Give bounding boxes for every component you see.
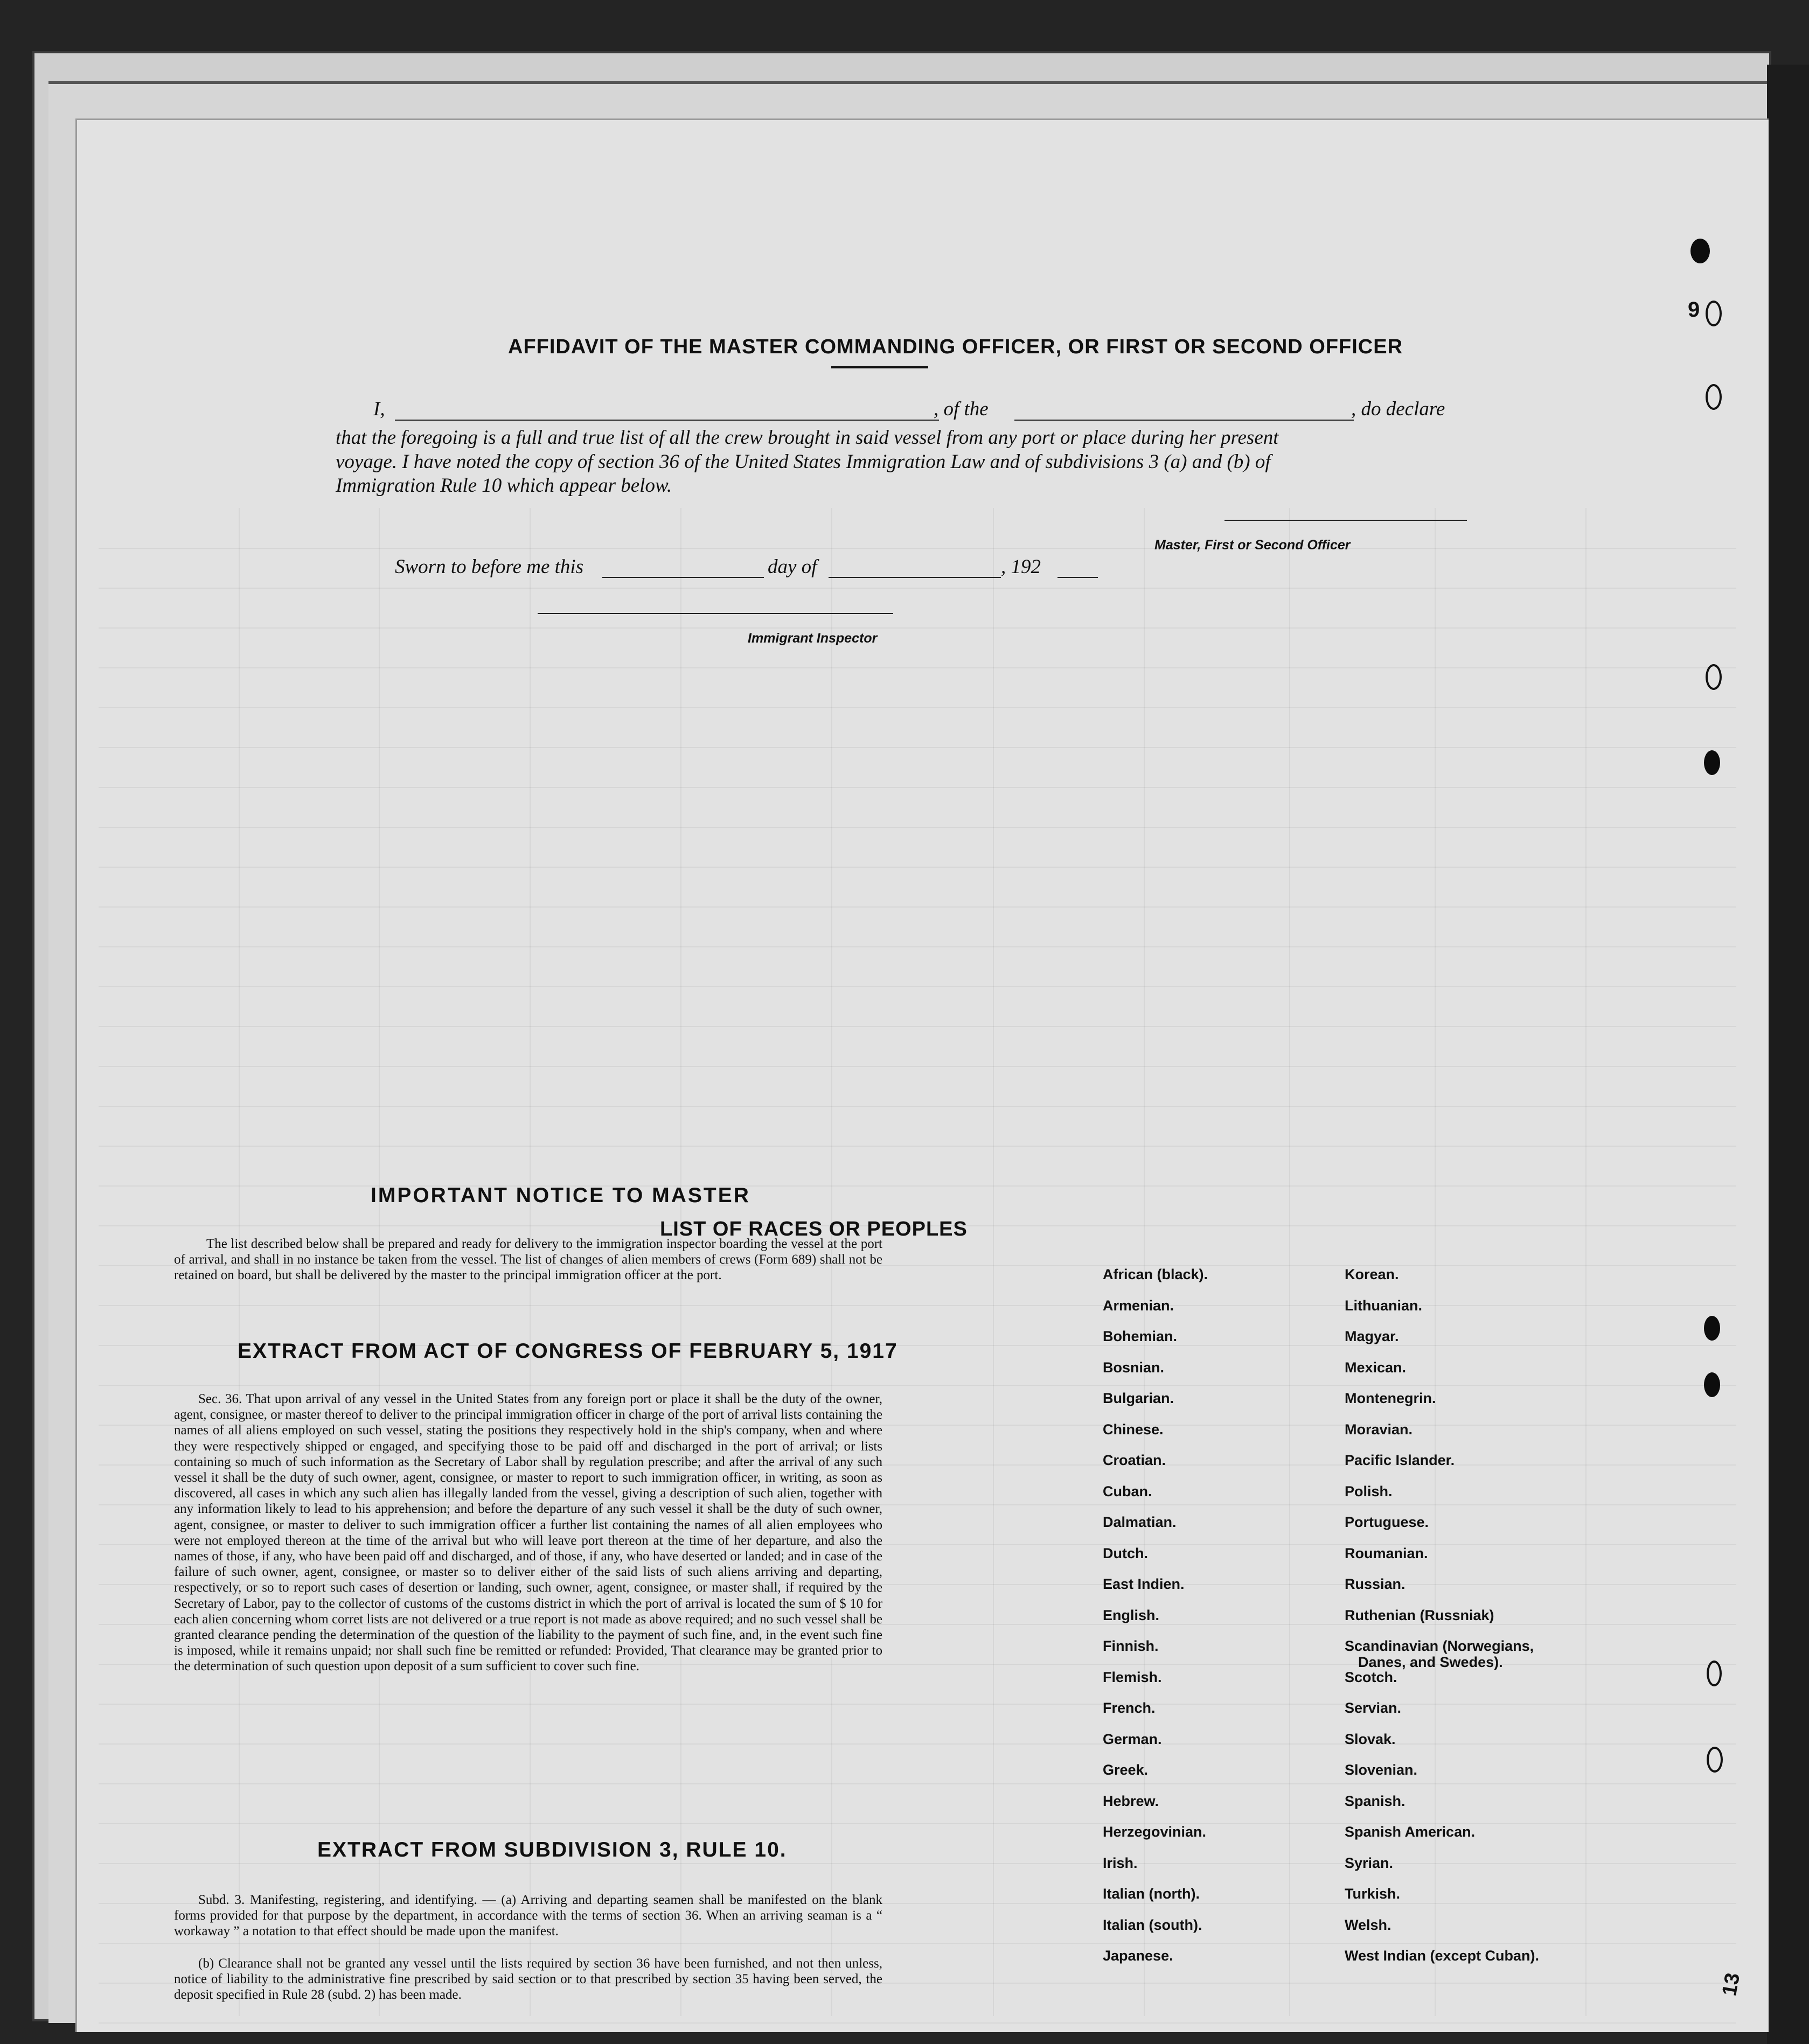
vessel-blank[interactable] <box>1014 420 1354 421</box>
bleed-through-column-line <box>1435 508 1436 2016</box>
affidavit-i-label: I, <box>373 398 385 420</box>
punch-hole <box>1707 1747 1723 1773</box>
sworn-year-blank[interactable] <box>1057 577 1098 578</box>
race-item: Polish. <box>1345 1483 1393 1499</box>
bleed-through-row <box>99 508 1736 549</box>
race-item: African (black). <box>1103 1266 1208 1282</box>
affidavit-line-4: Immigration Rule 10 which appear below. <box>336 475 672 497</box>
race-item: English. <box>1103 1607 1160 1623</box>
race-item: Japanese. <box>1103 1948 1173 1964</box>
bleed-through-row <box>99 1146 1736 1187</box>
bleed-through-column-line <box>1144 508 1145 2016</box>
punch-hole <box>1704 1316 1720 1341</box>
bleed-through-row <box>99 906 1736 947</box>
race-item: Irish. <box>1103 1854 1138 1871</box>
rule-title: EXTRACT FROM SUBDIVISION 3, RULE 10. <box>317 1838 787 1861</box>
race-item: Spanish American. <box>1345 1824 1476 1840</box>
punch-hole <box>1706 301 1722 326</box>
act-title: EXTRACT FROM ACT OF CONGRESS OF FEBRUARY 5, 1917 <box>238 1340 898 1363</box>
inspector-signature-line[interactable] <box>538 613 893 614</box>
race-item: Ruthenian (Russniak) <box>1345 1607 1494 1623</box>
race-item: Lithuanian. <box>1345 1297 1422 1314</box>
punch-hole <box>1706 384 1722 410</box>
day-of-label: day of <box>768 556 817 578</box>
race-item: Chinese. <box>1103 1421 1164 1438</box>
bleed-through-row <box>99 1066 1736 1107</box>
bleed-through-column-line <box>1289 508 1290 2016</box>
page-number-mark: 9 <box>1688 298 1700 322</box>
notice-title: IMPORTANT NOTICE TO MASTER <box>371 1184 750 1207</box>
race-item: Dalmatian. <box>1103 1514 1177 1530</box>
year-label: , 192 <box>1001 556 1041 578</box>
race-item: French. <box>1103 1700 1156 1716</box>
race-item: West Indian (except Cuban). <box>1345 1948 1540 1964</box>
race-item: Armenian. <box>1103 1297 1174 1314</box>
sworn-label: Sworn to before me this <box>395 556 584 578</box>
bleed-through-row <box>99 787 1736 828</box>
race-item: Korean. <box>1345 1266 1399 1282</box>
bleed-through-row <box>99 548 1736 589</box>
bleed-through-row <box>99 667 1736 708</box>
bleed-through-row <box>99 627 1736 668</box>
bleed-through-column-line <box>993 508 994 2016</box>
race-item: Greek. <box>1103 1762 1149 1778</box>
bleed-through-row <box>99 588 1736 629</box>
bleed-through-row <box>99 1026 1736 1067</box>
race-item: Flemish. <box>1103 1669 1162 1685</box>
race-item: Slovak. <box>1345 1731 1396 1747</box>
race-item: Servian. <box>1345 1700 1402 1716</box>
declare-label: , do declare <box>1351 398 1445 420</box>
sworn-day-blank[interactable] <box>602 577 764 578</box>
race-item: Mexican. <box>1345 1359 1407 1376</box>
race-item: Bohemian. <box>1103 1328 1178 1344</box>
race-item: Montenegrin. <box>1345 1390 1436 1406</box>
race-item: Croatian. <box>1103 1452 1166 1468</box>
race-item: Russian. <box>1345 1576 1406 1592</box>
bleed-through-row <box>99 946 1736 987</box>
race-item: German. <box>1103 1731 1162 1747</box>
race-item: Syrian. <box>1345 1854 1394 1871</box>
bleed-through-row <box>99 1743 1736 1784</box>
race-item: Hebrew. <box>1103 1792 1159 1809</box>
race-item: Bulgarian. <box>1103 1390 1174 1406</box>
master-signature-label: Master, First or Second Officer <box>1154 538 1351 553</box>
corner-number-mark: 13 <box>1718 1971 1745 1998</box>
race-item: Cuban. <box>1103 1483 1152 1499</box>
race-item: Slovenian. <box>1345 1762 1418 1778</box>
race-item: Scotch. <box>1345 1669 1397 1685</box>
races-title: LIST OF RACES OR PEOPLES <box>660 1218 968 1240</box>
notice-body: The list described below shall be prepared and ready for delivery to the immigration inspector boarding the vessel at the port of arrival, and shall in no instance be taken from the vessel. The list of changes of alien members of crews (Form 689) shall not be retained on board, but shall be delivered by the master to the principal immigration officer at the port. <box>174 1237 882 1283</box>
act-body: Sec. 36. That upon arrival of any vessel in the United States from any foreign port or place it shall be the duty of the owner, agent, consignee, or master thereof to deliver to the principal immigration officer in charge of the port of arrival lists containing the names of all aliens employed on such vessel, stating the positions they respectively hold in the ship's company, when and where they were respectively shipped or engaged, and specifying those to be paid off and discharged in the port of arrival; or lists containing so much of such information as the Secretary of Labor shall by regulation prescribe; and after the arrival of any such vessel it shall be the duty of such owner, agent, consignee, or master to report to such immigration officer, in writing, as soon as discovered, all cases in which any such alien has illegally landed from the vessel, giving a description of such alien, together with any information likely to lead to his apprehension; and before the departure of any such vessel it shall be the duty of such owner, agent, consignee, or master to deliver to such immigration officer a further list containing the names of all alien employees who were not employed thereon at the time of the arrival but who will leave port thereon at the time of her departure, and also the names of those, if any, who have been paid off and discharged, and of those, if any, who have deserted or landed; and in case of the failure of such owner, agent, consignee, or master so to deliver either of the said lists of such aliens arriving and departing, respectively, or so to report such cases of desertion or landing, such owner, agent, consignee, or master shall, if required by the Secretary of Labor, pay to the collector of customs of the customs district in which the port of arrival is located the sum of $ 10 for each alien concerning whom corret lists are not delivered or a true report is not made as above required; and no such vessel shall be granted clearance pending the determination of the question of the liability to the payment of such fine, and, in the event such fine is imposed, while it remains unpaid; nor shall such fine be remitted or refunded: Provided, That clearance may be granted prior to the determination of such question upon deposit of a sum sufficient to cover such fine. <box>174 1392 882 1674</box>
affidavit-line-2: that the foregoing is a full and true list of all the crew brought in said vessel from any port or place during her present <box>336 427 1279 449</box>
affidavit-title: AFFIDAVIT OF THE MASTER COMMANDING OFFICER, OR FIRST OR SECOND OFFICER <box>508 336 1403 358</box>
race-item: Pacific Islander. <box>1345 1452 1455 1468</box>
bleed-through-row <box>99 747 1736 788</box>
race-item: Italian (north). <box>1103 1886 1200 1902</box>
punch-hole <box>1707 1661 1722 1686</box>
name-blank[interactable] <box>395 420 939 421</box>
race-item: Turkish. <box>1345 1886 1401 1902</box>
race-item: Bosnian. <box>1103 1359 1165 1376</box>
race-item: Roumanian. <box>1345 1545 1428 1561</box>
punch-hole <box>1690 239 1710 263</box>
race-item: Italian (south). <box>1103 1916 1202 1933</box>
punch-hole <box>1704 750 1720 775</box>
bleed-through-row <box>99 827 1736 868</box>
race-item: Finnish. <box>1103 1638 1159 1654</box>
bleed-through-row <box>99 1704 1736 1745</box>
bleed-through-row <box>99 867 1736 908</box>
bleed-through-row <box>99 986 1736 1027</box>
rule-body-b: (b) Clearance shall not be granted any vessel until the lists required by section 36 have been furnished, and not then unless, notice of liability to the administrative fine prescribed by said section or to that prescribed by section 35 having been served, the deposit specified in Rule 28 (subd. 2) has been made. <box>174 1956 882 2003</box>
bleed-through-row <box>99 1783 1736 1824</box>
race-item: Magyar. <box>1345 1328 1399 1344</box>
race-item: Dutch. <box>1103 1545 1148 1561</box>
race-item: Portuguese. <box>1345 1514 1429 1530</box>
race-item: Herzegovinian. <box>1103 1824 1207 1840</box>
race-item: Scandinavian (Norwegians, <box>1345 1638 1534 1654</box>
punch-hole <box>1706 664 1722 690</box>
bleed-through-column-line <box>1585 508 1587 2016</box>
bleed-through-row <box>99 1106 1736 1147</box>
race-item: Welsh. <box>1345 1916 1391 1933</box>
race-item: East Indien. <box>1103 1576 1185 1592</box>
sworn-month-blank[interactable] <box>829 577 1001 578</box>
title-rule <box>831 366 928 368</box>
scan-edge <box>1767 65 1809 2044</box>
manifest-page <box>75 118 1769 2032</box>
bleed-through-row <box>99 707 1736 748</box>
race-item: Moravian. <box>1345 1421 1413 1438</box>
master-signature-line[interactable] <box>1224 520 1467 521</box>
inspector-label: Immigrant Inspector <box>748 631 878 646</box>
race-item: Spanish. <box>1345 1792 1406 1809</box>
race-item: Danes, and Swedes). <box>1358 1654 1503 1670</box>
punch-hole <box>1704 1372 1720 1397</box>
of-the-label: , of the <box>934 398 989 420</box>
affidavit-line-3: voyage. I have noted the copy of section 36 of the United States Immigration Law and of subdivisions 3 (a) and (b) of <box>336 451 1271 473</box>
rule-body-a: Subd. 3. Manifesting, registering, and identifying. — (a) Arriving and departing seamen shall be manifested on the blank forms provided for that purpose by the department, in accordance with the terms of section 36. When an arriving seaman is a “ workaway ” a notation to that effect should be made upon the manifest. <box>174 1893 882 1939</box>
